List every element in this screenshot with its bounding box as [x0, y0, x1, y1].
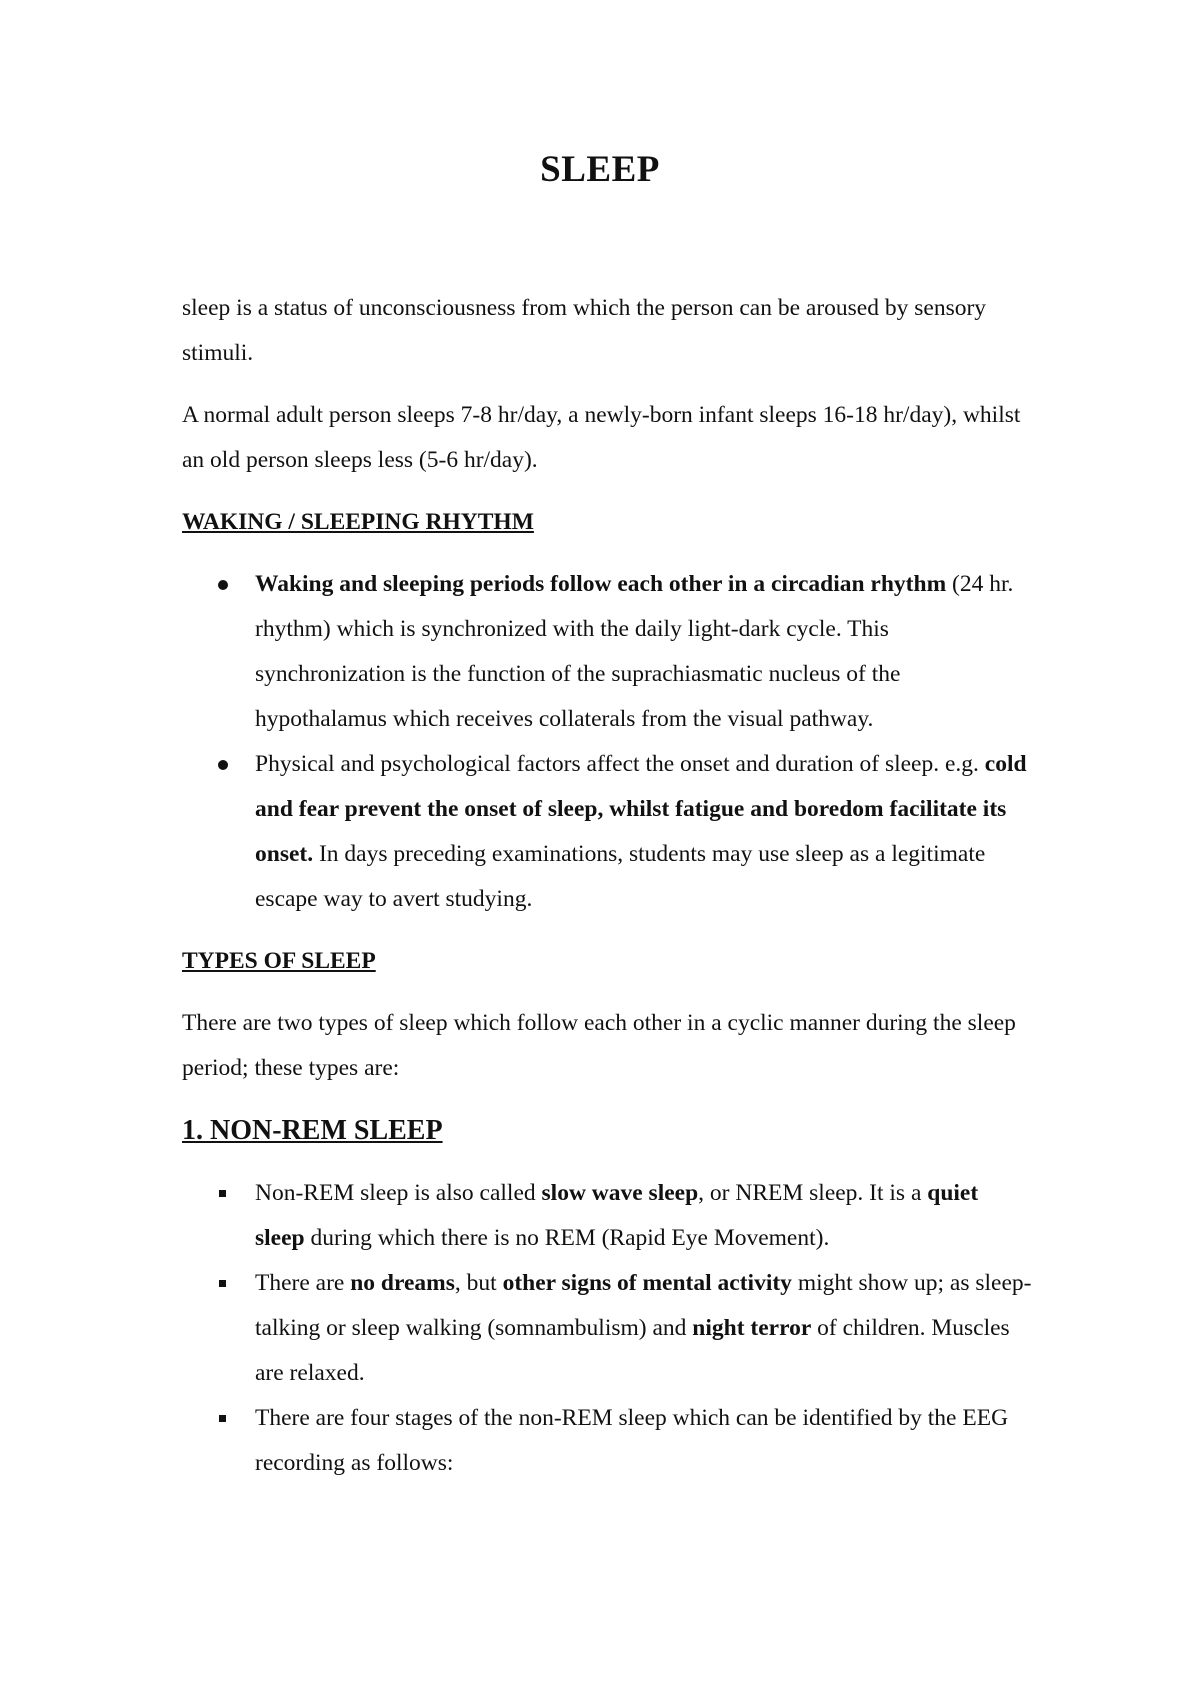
body-text: Non-REM sleep is also called: [255, 1180, 542, 1206]
body-text: of children. Muscles are relaxed.: [255, 1315, 1010, 1386]
bullet-square-icon: [218, 1261, 232, 1306]
bullet-disc-icon: [218, 562, 232, 607]
section-heading-types: TYPES OF SLEEP: [182, 948, 376, 974]
rhythm-bullet-list: [182, 562, 1032, 922]
bold-text: Waking and sleeping periods follow each other in a circadian rhythm: [255, 571, 947, 597]
body-text: , but: [454, 1270, 503, 1296]
nonrem-bullet-list: [182, 1171, 1032, 1486]
page-title: SLEEP: [540, 149, 660, 190]
body-text: might show up; as sleep-talking or sleep walking (somnambulism) and: [255, 1270, 1032, 1341]
list-item: [182, 742, 1032, 922]
body-text: Physical and psychological factors affect the onset and duration of sleep. e.g.: [255, 751, 985, 777]
bold-text: night terror: [692, 1315, 812, 1341]
list-item: [182, 1171, 1032, 1261]
body-text: during which there is no REM (Rapid Eye Movement).: [304, 1225, 830, 1251]
body-text: There are four stages of the non-REM sleep which can be identified by the EEG recording as follows:: [255, 1405, 1009, 1476]
list-item: [182, 1396, 1032, 1486]
bullet-square-icon: [218, 1171, 232, 1216]
body-text: , or NREM sleep. It is a: [698, 1180, 928, 1206]
section-heading-rhythm: WAKING / SLEEPING RHYTHM: [182, 509, 534, 535]
body-text: In days preceding examinations, students may use sleep as a legitimate escape way to avert studying.: [255, 841, 986, 912]
bold-text: slow wave sleep: [541, 1180, 699, 1206]
bold-text: quiet sleep: [255, 1180, 979, 1251]
intro-paragraph-definition: sleep is a status of unconsciousness from which the person can be aroused by sensory stimuli.: [182, 295, 987, 366]
bold-text: other signs of mental activity: [502, 1270, 792, 1296]
list-item: [182, 562, 1032, 742]
bold-text: no dreams: [350, 1270, 455, 1296]
document-body: [182, 286, 1032, 1503]
bullet-disc-icon: [218, 742, 232, 787]
section-heading-nonrem: 1. NON-REM SLEEP: [182, 1115, 443, 1146]
body-text: (24 hr. rhythm) which is synchronized with the daily light-dark cycle. This synchronization is the function of the suprachiasmatic nucleus of the hypothalamus which receives collaterals from the visual pathway.: [255, 571, 1014, 732]
body-text: There are: [255, 1270, 351, 1296]
bold-text: cold and fear prevent the onset of sleep, whilst fatigue and boredom facilitate its onset.: [255, 751, 1027, 867]
intro-paragraph-durations: A normal adult person sleeps 7-8 hr/day, a newly-born infant sleeps 16-18 hr/day), whilst an old person sleeps less (5-6 hr/day).: [182, 402, 1021, 473]
bullet-square-icon: [218, 1396, 232, 1441]
list-item: [182, 1261, 1032, 1396]
types-paragraph: There are two types of sleep which follow each other in a cyclic manner during the sleep period; these types are:: [182, 1010, 1016, 1081]
